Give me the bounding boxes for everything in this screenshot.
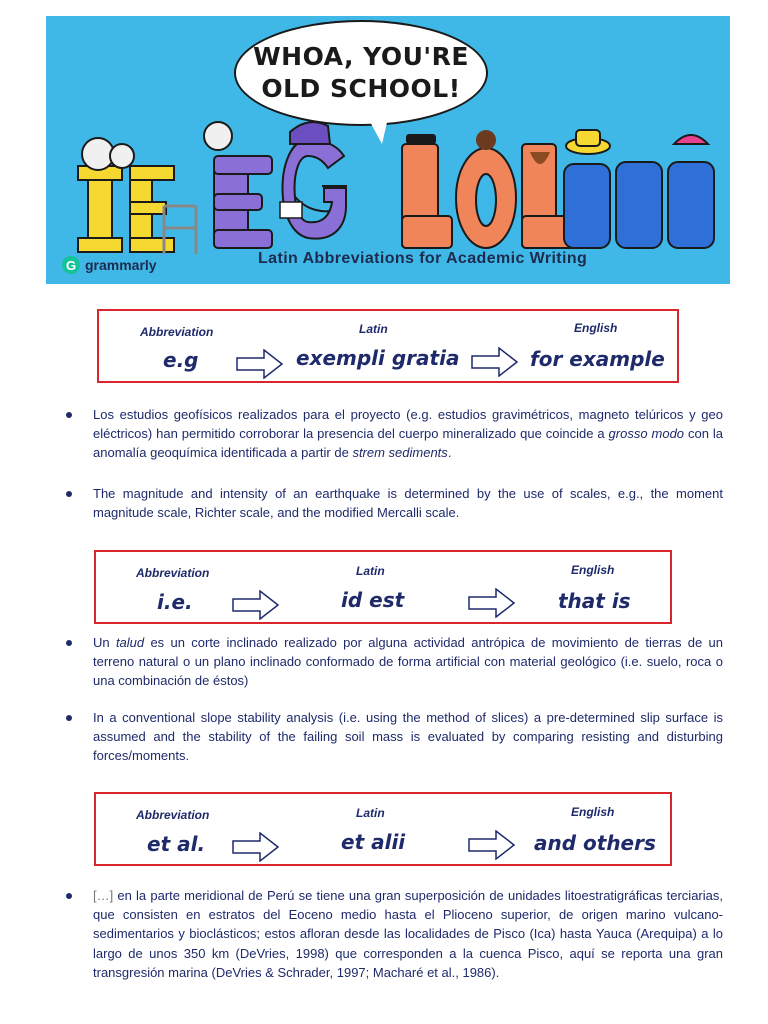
grammarly-g-icon: G bbox=[62, 256, 80, 274]
italic-text: strem sediments bbox=[352, 445, 448, 461]
bullet-dot bbox=[66, 640, 72, 646]
text-run: . bbox=[447, 445, 452, 461]
speech-bubble bbox=[234, 20, 488, 126]
english-label: English bbox=[571, 563, 615, 577]
bullet-paragraph-4 bbox=[93, 708, 723, 766]
brb-letter-characters bbox=[564, 130, 714, 248]
text-run: Los estudios geofísicos realizados para el proyecto (e.g. estudios gravimétricos, magneto telúricos y geo eléctricos) han permitido corroborar la presencia del cuerpo mineralizado que coincide a bbox=[93, 407, 723, 442]
italic-text: talud bbox=[115, 635, 145, 650]
bullet-dot bbox=[66, 491, 72, 497]
english-label: English bbox=[571, 805, 615, 819]
abbreviation-label: Abbreviation bbox=[136, 566, 210, 580]
english-label: English bbox=[574, 321, 618, 335]
logo-text: grammarly bbox=[85, 257, 157, 273]
text-run: con la anomalía geoquímica identificada a partir de bbox=[93, 426, 723, 461]
abbreviation-box-ie bbox=[94, 550, 672, 624]
abbreviation-label: Abbreviation bbox=[140, 325, 214, 339]
banner-title: Latin Abbreviations for Academic Writing bbox=[258, 250, 588, 267]
bullet-paragraph-5 bbox=[93, 886, 723, 982]
arrow-right-icon bbox=[471, 347, 519, 377]
bullet-paragraph-1 bbox=[93, 405, 723, 463]
ellipsis-text: […] bbox=[93, 888, 118, 903]
abbreviation-term: i.e. bbox=[157, 590, 193, 614]
latin-term: id est bbox=[341, 588, 405, 612]
arrow-right-icon bbox=[232, 590, 280, 620]
abbreviation-term: e.g bbox=[163, 348, 199, 372]
english-term: and others bbox=[534, 831, 656, 855]
abbreviation-box-etal bbox=[94, 792, 672, 866]
english-term: that is bbox=[558, 589, 631, 613]
bullet-paragraph-2 bbox=[93, 484, 723, 522]
speech-bubble-text: WHOA, YOU'RE OLD SCHOOL! bbox=[253, 42, 469, 103]
ie-letter-characters bbox=[78, 138, 196, 254]
abbreviation-label: Abbreviation bbox=[136, 808, 210, 822]
latin-label: Latin bbox=[359, 322, 388, 336]
paragraph-text: The magnitude and intensity of an earthquake is determined by the use of scales, e.g., the moment magnitude scale, Richter scale, and the modified Mercalli scale. bbox=[93, 486, 723, 521]
speech-bubble-tail bbox=[368, 118, 388, 144]
banner-image bbox=[46, 16, 730, 284]
lol-letter-characters bbox=[402, 130, 578, 248]
latin-term: et alii bbox=[341, 830, 406, 854]
latin-term: exempli gratia bbox=[296, 346, 460, 370]
bullet-dot bbox=[66, 893, 72, 899]
abbreviation-box-eg bbox=[97, 309, 679, 383]
bullet-dot bbox=[66, 715, 72, 721]
text-run: en la parte meridional de Perú se tiene una gran superposición de unidades litoestratigráficas terciarias, que consisten en estratos del Eoceno medio hasta el Plioceno superior, de origen marino vulcano-sedimentarios y bioclásticos; estos afloran desde las localidades de Pisco (Ica) hasta Yauca (Arequipa) a lo largo de unos 350 km (DeVries, 1998) que corresponden a la cuenca Pisco, aquí se reporta una gran transgresión marina (DeVries & Schrader, 1997; Macharé et al., 1986). bbox=[93, 888, 723, 980]
arrow-right-icon bbox=[468, 588, 516, 618]
text-run: es un corte inclinado realizado por alguna actividad antrópica de movimiento de tierras de un terreno natural o un plano inclinado conformado de forma artificial con material geológico (i.e. suelo, roca o una combinación de éstos) bbox=[93, 635, 723, 689]
eg-letter-characters bbox=[204, 122, 346, 248]
italic-text: grosso modo bbox=[608, 426, 685, 442]
latin-label: Latin bbox=[356, 564, 385, 578]
grammarly-logo bbox=[62, 256, 157, 274]
arrow-right-icon bbox=[236, 349, 284, 379]
arrow-right-icon bbox=[232, 832, 280, 862]
english-term: for example bbox=[530, 347, 665, 371]
paragraph-text: In a conventional slope stability analysis (i.e. using the method of slices) a pre-determined slip surface is assumed and the stability of the failing soil mass is evaluated by comparing resisting and disturbing forces/moments. bbox=[93, 710, 723, 764]
bullet-paragraph-3 bbox=[93, 633, 723, 691]
arrow-right-icon bbox=[468, 830, 516, 860]
text-run: Un bbox=[93, 635, 116, 650]
latin-label: Latin bbox=[356, 806, 385, 820]
bullet-dot bbox=[66, 412, 72, 418]
abbreviation-term: et al. bbox=[147, 832, 206, 856]
